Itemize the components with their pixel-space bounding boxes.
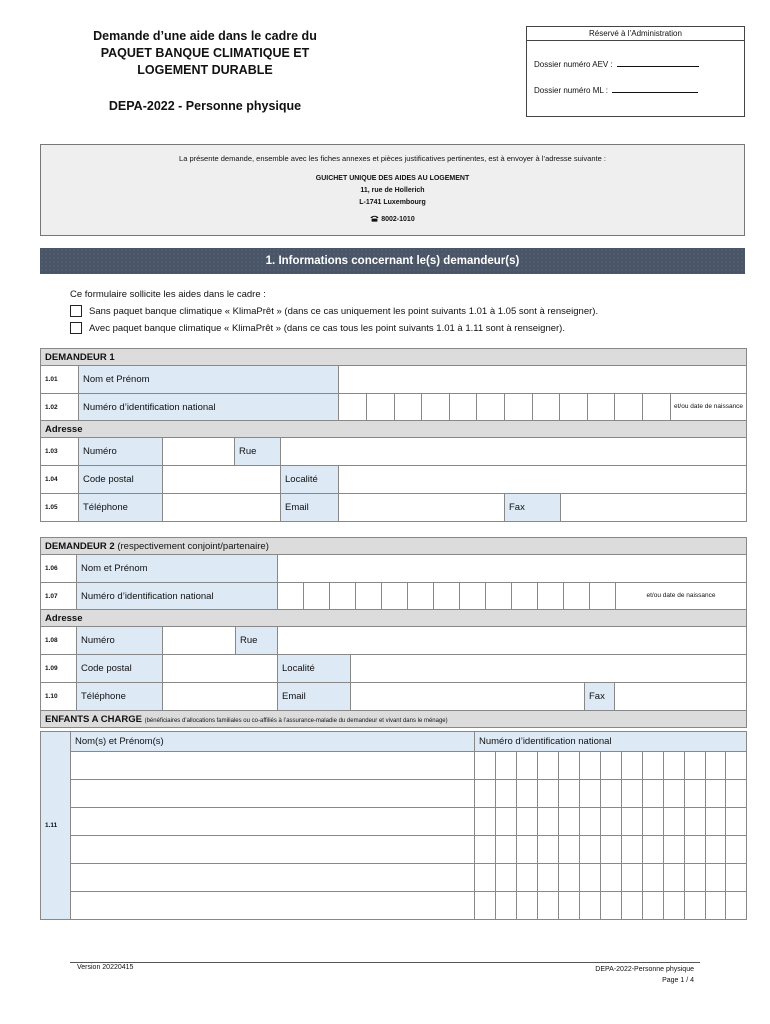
enfant-id-cell[interactable]	[601, 864, 622, 892]
enfant-id-cell[interactable]	[643, 864, 664, 892]
enfant-id-cell[interactable]	[517, 892, 538, 920]
enfant-id-cell[interactable]	[706, 864, 726, 892]
input-nom-prenom-2[interactable]	[278, 555, 747, 583]
enfant-id-cell[interactable]	[706, 780, 726, 808]
demandeur-2-heading-note: (respectivement conjoint/partenaire)	[117, 540, 269, 552]
enfant-row	[41, 752, 747, 780]
input-code-postal-2[interactable]	[163, 655, 278, 683]
enfant-id-cell[interactable]	[475, 780, 496, 808]
label-nom-prenom-1: Nom et Prénom	[79, 366, 339, 394]
dob-label-1: et/ou date de naissance	[674, 403, 744, 410]
aev-number-field[interactable]	[617, 66, 699, 67]
label-id-national-2: Numéro d’identification national	[77, 583, 278, 610]
enfant-id-cell[interactable]	[559, 892, 580, 920]
send-to-intro: La présente demande, ensemble avec les fiches annexes et pièces justificatives pertinentes, est à envoyer à l’adresse suivante :	[179, 154, 606, 163]
enfant-id-cell[interactable]	[580, 752, 601, 780]
enfant-id-cell[interactable]	[538, 780, 559, 808]
label-nom-prenom-2: Nom et Prénom	[77, 555, 278, 583]
enfant-row	[41, 780, 747, 808]
enfant-id-cell[interactable]	[559, 864, 580, 892]
input-fax-1[interactable]	[561, 494, 747, 522]
input-numero-1[interactable]	[163, 438, 235, 466]
enfant-id-cell[interactable]	[685, 836, 706, 864]
label-code-postal-1: Code postal	[79, 466, 163, 494]
enfants-table	[40, 731, 747, 920]
enfant-id-cell[interactable]	[538, 836, 559, 864]
enfant-id-cell[interactable]	[622, 808, 643, 836]
enfant-id-cell[interactable]	[726, 864, 747, 892]
enfant-id-cell[interactable]	[726, 892, 747, 920]
code-1-10: 1.10	[41, 683, 77, 711]
enfant-row	[41, 808, 747, 836]
enfant-id-cell[interactable]	[622, 780, 643, 808]
form-subtitle: DEPA-2022 - Personne physique	[108, 99, 302, 113]
ml-number-label: Dossier numéro ML :	[534, 86, 608, 95]
enfant-id-cell[interactable]	[496, 892, 517, 920]
enfant-id-cell[interactable]	[538, 808, 559, 836]
label-telephone-2: Téléphone	[77, 683, 163, 711]
form-title-line-2: PAQUET BANQUE CLIMATIQUE ET	[100, 46, 310, 60]
enfant-id-cell[interactable]	[475, 864, 496, 892]
enfant-id-cell[interactable]	[580, 892, 601, 920]
enfant-id-cell[interactable]	[580, 864, 601, 892]
input-numero-2[interactable]	[163, 627, 236, 655]
enfants-heading	[41, 711, 747, 728]
option-avec-klimapret-label: Avec paquet banque climatique « KlimaPrêt » (dans ce cas tous les point suivants 1.01 à 1.11 sont à renseigner).	[89, 322, 565, 334]
demandeur-2-heading	[41, 538, 747, 555]
code-1-07: 1.07	[41, 583, 77, 610]
label-fax-2: Fax	[585, 683, 615, 711]
address-heading-2: Adresse	[41, 610, 747, 627]
footer-divider	[70, 962, 700, 963]
label-email-1: Email	[281, 494, 339, 522]
enfant-row	[41, 836, 747, 864]
enfant-id-cell[interactable]	[726, 780, 747, 808]
demandeur-1-table	[40, 348, 747, 522]
aev-number-line	[534, 60, 699, 69]
enfant-id-cell[interactable]	[496, 752, 517, 780]
aev-number-label: Dossier numéro AEV :	[534, 60, 613, 69]
enfant-id-cell[interactable]	[538, 752, 559, 780]
address-heading-1: Adresse	[41, 421, 747, 438]
enfant-id-cell[interactable]	[517, 780, 538, 808]
code-1-08: 1.08	[41, 627, 77, 655]
demandeur-2-heading-title: DEMANDEUR 2	[45, 540, 115, 552]
label-fax-1: Fax	[505, 494, 561, 522]
code-1-05: 1.05	[41, 494, 79, 522]
enfant-id-cell[interactable]	[601, 808, 622, 836]
label-telephone-1: Téléphone	[79, 494, 163, 522]
enfant-id-cell[interactable]	[580, 836, 601, 864]
enfant-id-cell[interactable]	[664, 892, 685, 920]
enfant-id-cell[interactable]	[517, 864, 538, 892]
enfant-id-cell[interactable]	[706, 808, 726, 836]
input-localite-2[interactable]	[351, 655, 747, 683]
enfants-col-id: Numéro d’identification national	[475, 732, 747, 752]
option-sans-klimapret-label: Sans paquet banque climatique « KlimaPrêt » (dans ce cas uniquement les point suivants 1.01 à 1.05 sont à renseigner).	[89, 305, 599, 317]
enfants-col-name: Nom(s) et Prénom(s)	[71, 732, 475, 752]
enfant-id-cell[interactable]	[726, 836, 747, 864]
checkbox-sans-klimapret[interactable]	[70, 305, 82, 317]
code-1-04: 1.04	[41, 466, 79, 494]
enfant-id-cell[interactable]	[643, 808, 664, 836]
enfant-id-cell[interactable]	[580, 808, 601, 836]
enfant-id-cell[interactable]	[496, 836, 517, 864]
input-rue-1[interactable]	[281, 438, 747, 466]
enfant-id-cell[interactable]	[664, 808, 685, 836]
address-city: L-1741 Luxembourg	[359, 199, 426, 206]
enfant-id-cell[interactable]	[496, 780, 517, 808]
section-1-intro: Ce formulaire sollicite les aides dans le cadre :	[70, 289, 266, 300]
code-1-09: 1.09	[41, 655, 77, 683]
enfant-row	[41, 892, 747, 920]
enfant-id-cell[interactable]	[559, 836, 580, 864]
enfant-name-input[interactable]	[71, 892, 475, 920]
label-code-postal-2: Code postal	[77, 655, 163, 683]
enfant-id-cell[interactable]	[726, 752, 747, 780]
form-title-line-3: LOGEMENT DURABLE	[137, 63, 273, 77]
form-title-line-1: Demande d’une aide dans le cadre du	[93, 29, 317, 43]
address-street: 11, rue de Hollerich	[360, 187, 425, 194]
enfant-id-cell[interactable]	[706, 836, 726, 864]
enfant-id-cell[interactable]	[538, 864, 559, 892]
admin-box-title: Réservé à l’Administration	[527, 27, 744, 41]
input-localite-1[interactable]	[339, 466, 747, 494]
enfant-id-cell[interactable]	[706, 752, 726, 780]
input-rue-2[interactable]	[278, 627, 747, 655]
enfant-id-cell[interactable]	[643, 836, 664, 864]
input-telephone-1[interactable]	[163, 494, 281, 522]
enfant-id-cell[interactable]	[685, 780, 706, 808]
enfant-id-cell[interactable]	[643, 752, 664, 780]
enfant-id-cell[interactable]	[580, 780, 601, 808]
input-email-2[interactable]	[351, 683, 585, 711]
label-id-national-1: Numéro d’identification national	[79, 394, 339, 421]
address-org: GUICHET UNIQUE DES AIDES AU LOGEMENT	[315, 175, 470, 182]
enfant-id-cell[interactable]	[517, 752, 538, 780]
enfant-id-cell[interactable]	[601, 780, 622, 808]
enfant-id-cell[interactable]	[664, 780, 685, 808]
demandeur-2-table	[40, 537, 747, 728]
enfants-heading-note: (bénéficiaires d’allocations familiales ou co-affiliés à l’assurance-maladie du demandeur et vivant dans le ménage)	[144, 717, 448, 724]
label-rue-1: Rue	[235, 438, 281, 466]
send-to-address-box	[40, 144, 745, 236]
enfant-id-cell[interactable]	[496, 808, 517, 836]
label-email-2: Email	[278, 683, 351, 711]
enfant-name-input[interactable]	[71, 780, 475, 808]
input-nom-prenom-1[interactable]	[339, 366, 747, 394]
enfant-name-input[interactable]	[71, 836, 475, 864]
address-block	[41, 173, 744, 209]
phone-icon	[370, 215, 379, 222]
input-fax-2[interactable]	[615, 683, 747, 711]
enfant-id-cell[interactable]	[685, 864, 706, 892]
label-rue-2: Rue	[236, 627, 278, 655]
enfant-id-cell[interactable]	[622, 836, 643, 864]
ml-number-line	[534, 86, 698, 95]
enfant-name-input[interactable]	[71, 752, 475, 780]
admin-reserved-box	[526, 26, 745, 117]
enfant-row	[41, 864, 747, 892]
enfant-id-cell[interactable]	[622, 864, 643, 892]
phone-number: 8002-1010	[381, 216, 415, 223]
label-localite-1: Localité	[281, 466, 339, 494]
enfant-id-cell[interactable]	[559, 780, 580, 808]
enfant-id-cell[interactable]	[622, 752, 643, 780]
enfant-id-cell[interactable]	[685, 752, 706, 780]
option-avec-klimapret[interactable]	[70, 322, 565, 334]
enfant-id-cell[interactable]	[601, 836, 622, 864]
checkbox-avec-klimapret[interactable]	[70, 322, 82, 334]
input-id-national-2[interactable]	[278, 583, 747, 610]
enfant-id-cell[interactable]	[706, 892, 726, 920]
form-title	[70, 28, 340, 79]
option-sans-klimapret[interactable]	[70, 305, 598, 317]
footer-version: Version 20220415	[77, 964, 134, 971]
input-code-postal-1[interactable]	[163, 466, 281, 494]
ml-number-field[interactable]	[612, 92, 698, 93]
phone-line	[41, 215, 744, 223]
enfant-id-cell[interactable]	[664, 864, 685, 892]
enfant-id-cell[interactable]	[726, 808, 747, 836]
enfant-id-cell[interactable]	[475, 808, 496, 836]
input-id-national-1[interactable]	[339, 394, 747, 421]
label-localite-2: Localité	[278, 655, 351, 683]
enfant-name-input[interactable]	[71, 864, 475, 892]
enfant-id-cell[interactable]	[664, 836, 685, 864]
enfant-id-cell[interactable]	[517, 808, 538, 836]
enfant-id-cell[interactable]	[622, 892, 643, 920]
enfant-id-cell[interactable]	[475, 892, 496, 920]
enfant-name-input[interactable]	[71, 808, 475, 836]
label-numero-1: Numéro	[79, 438, 163, 466]
enfant-id-cell[interactable]	[559, 752, 580, 780]
enfant-id-cell[interactable]	[685, 892, 706, 920]
enfant-id-cell[interactable]	[496, 864, 517, 892]
enfant-id-cell[interactable]	[643, 780, 664, 808]
enfant-id-cell[interactable]	[601, 892, 622, 920]
code-1-02: 1.02	[41, 394, 79, 421]
enfant-id-cell[interactable]	[685, 808, 706, 836]
section-1-header: 1. Informations concernant le(s) demandeur(s)	[40, 248, 745, 274]
enfants-heading-title: ENFANTS A CHARGE	[45, 713, 142, 725]
enfant-id-cell[interactable]	[538, 892, 559, 920]
enfant-id-cell[interactable]	[559, 808, 580, 836]
code-1-03: 1.03	[41, 438, 79, 466]
code-1-06: 1.06	[41, 555, 77, 583]
demandeur-1-heading: DEMANDEUR 1	[41, 349, 747, 366]
dob-label-2: et/ou date de naissance	[646, 592, 716, 599]
footer-page-number: Page 1 / 4	[662, 977, 694, 984]
footer-doc-name: DEPA-2022-Personne physique	[595, 966, 694, 973]
enfant-id-cell[interactable]	[664, 752, 685, 780]
enfant-id-cell[interactable]	[517, 836, 538, 864]
input-telephone-2[interactable]	[163, 683, 278, 711]
enfant-id-cell[interactable]	[475, 752, 496, 780]
enfant-id-cell[interactable]	[475, 836, 496, 864]
enfant-id-cell[interactable]	[643, 892, 664, 920]
label-numero-2: Numéro	[77, 627, 163, 655]
code-1-01: 1.01	[41, 366, 79, 394]
input-email-1[interactable]	[339, 494, 505, 522]
code-1-11: 1.11	[41, 732, 71, 920]
enfant-id-cell[interactable]	[601, 752, 622, 780]
footer-right	[520, 964, 694, 986]
